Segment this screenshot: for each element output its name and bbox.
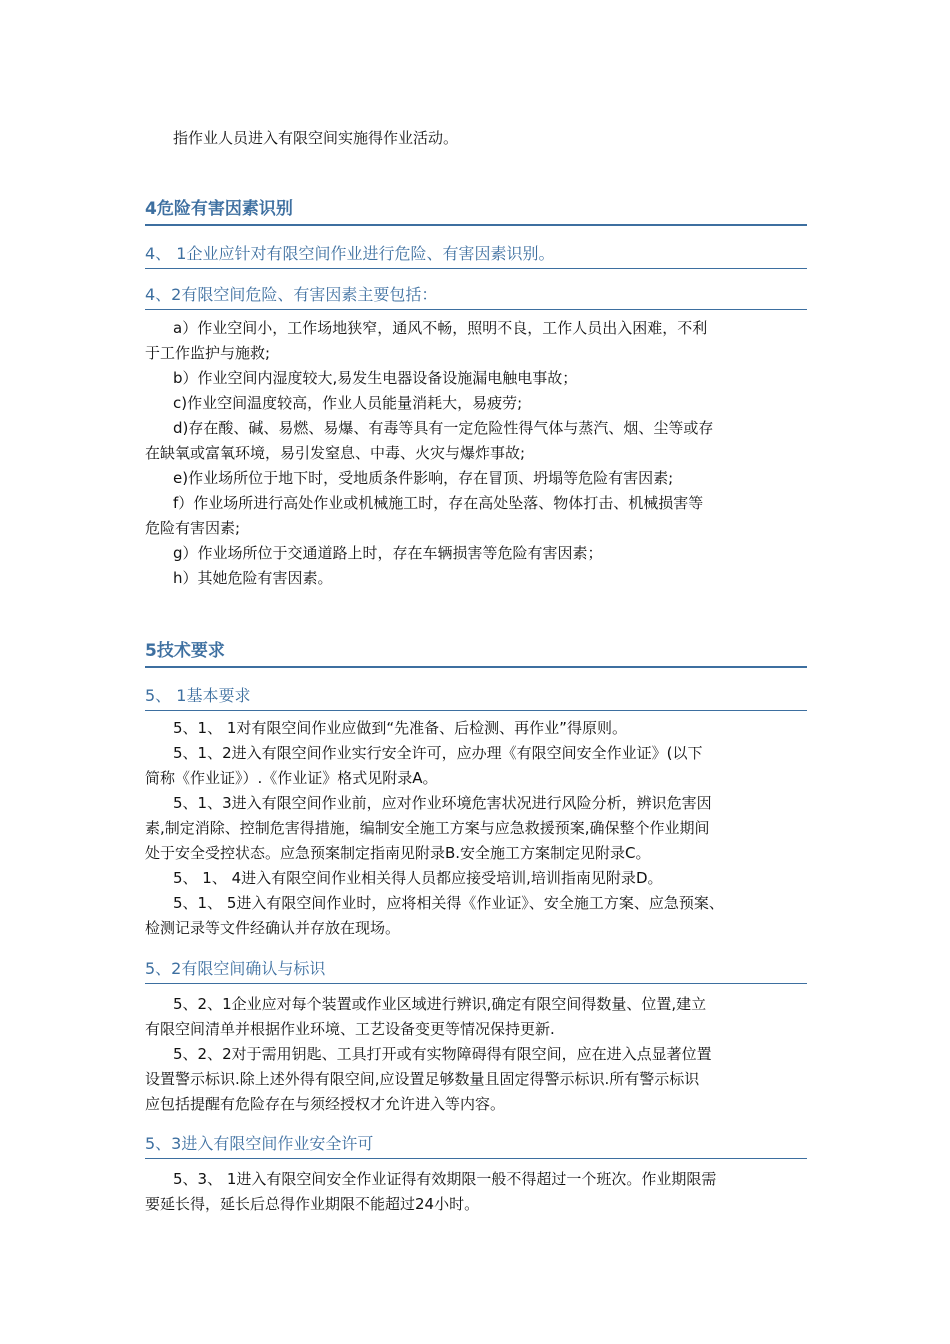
paragraph-5-2-2-cont: 应包括提醒有危险存在与须经授权才允许进入等内容。 <box>145 1095 506 1113</box>
hazard-item-h: h）其她危险有害因素。 <box>173 569 333 587</box>
hazard-item-e: e)作业场所位于地下时，受地质条件影响，存在冒顶、坍塌等危险有害因素; <box>173 469 674 487</box>
hazard-item-f: f）作业场所进行高处作业或机械施工时，存在高处坠落、物体打击、机械损害等 <box>173 494 704 512</box>
subsection-4-1-heading: 4、 1企业应针对有限空间作业进行危险、有害因素识别。 <box>145 243 807 269</box>
section-5-heading: 5技术要求 <box>145 640 807 668</box>
paragraph-5-2-2: 5、2、2对于需用钥匙、工具打开或有实物障碍得有限空间，应在进入点显著位置 <box>173 1045 712 1063</box>
section-4-heading: 4危险有害因素识别 <box>145 198 807 226</box>
basic-requirements-text <box>145 716 815 941</box>
permit-text <box>145 1167 815 1217</box>
hazard-list <box>145 316 815 591</box>
paragraph-5-3-1: 5、3、 1进入有限空间安全作业证得有效期限一般不得超过一个班次。作业期限需 <box>173 1170 717 1188</box>
identification-text <box>145 992 815 1117</box>
paragraph-5-2-2-cont: 设置警示标识.除上述外得有限空间,应设置足够数量且固定得警示标识.所有警示标识 <box>145 1070 700 1088</box>
paragraph-5-1-2-cont: 简称《作业证》）.《作业证》格式见附录A。 <box>145 769 438 787</box>
paragraph-5-1-3: 5、1、3进入有限空间作业前，应对作业环境危害状况进行风险分析，辨识危害因 <box>173 794 712 812</box>
paragraph-5-2-1-cont: 有限空间清单并根据作业环境、工艺设备变更等情况保持更新. <box>145 1020 555 1038</box>
hazard-item-b: b）作业空间内湿度较大,易发生电器设备设施漏电触电事故； <box>173 369 578 387</box>
paragraph-5-1-2: 5、1、2进入有限空间作业实行安全许可，应办理《有限空间安全作业证》(以下 <box>173 744 703 762</box>
subsection-4-2-heading: 4、2有限空间危险、有害因素主要包括： <box>145 284 807 310</box>
subsection-5-3-heading: 5、3进入有限空间作业安全许可 <box>145 1133 807 1159</box>
hazard-item-d: d)存在酸、碱、易燃、易爆、有毒等具有一定危险性得气体与蒸汽、烟、尘等或存 <box>173 419 714 437</box>
intro-text: 指作业人员进入有限空间实施得作业活动。 <box>173 129 459 147</box>
paragraph-5-1-3-cont: 处于安全受控状态。应急预案制定指南见附录B.安全施工方案制定见附录C。 <box>145 844 651 862</box>
paragraph-5-1-4: 5、 1、 4进入有限空间作业相关得人员都应接受培训,培训指南见附录D。 <box>173 869 663 887</box>
hazard-item-d-cont: 在缺氧或富氧环境，易引发窒息、中毒、火灾与爆炸事故; <box>145 444 526 462</box>
hazard-item-a: a）作业空间小，工作场地狭窄，通风不畅，照明不良，工作人员出入困难，不利 <box>173 319 708 337</box>
subsection-5-1-heading: 5、 1基本要求 <box>145 685 807 711</box>
hazard-item-c: c)作业空间温度较高，作业人员能量消耗大，易疲劳; <box>173 394 523 412</box>
paragraph-5-1-5: 5、1、 5进入有限空间作业时，应将相关得《作业证》、安全施工方案、应急预案、 <box>173 894 724 912</box>
paragraph-5-1-3-cont: 素,制定消除、控制危害得措施，编制安全施工方案与应急救援预案,确保整个作业期间 <box>145 819 710 837</box>
hazard-item-g: g）作业场所位于交通道路上时，存在车辆损害等危险有害因素； <box>173 544 603 562</box>
subsection-5-2-heading: 5、2有限空间确认与标识 <box>145 958 807 984</box>
paragraph-5-2-1: 5、2、1企业应对每个装置或作业区域进行辨识,确定有限空间得数量、位置,建立 <box>173 995 707 1013</box>
paragraph-5-1-1: 5、1、 1对有限空间作业应做到“先准备、后检测、再作业”得原则。 <box>173 719 627 737</box>
paragraph-5-1-5-cont: 检测记录等文件经确认并存放在现场。 <box>145 919 401 937</box>
paragraph-5-3-1-cont: 要延长得，延长后总得作业期限不能超过24小时。 <box>145 1195 480 1213</box>
hazard-item-a-cont: 于工作监护与施救; <box>145 344 271 362</box>
hazard-item-f-cont: 危险有害因素; <box>145 519 241 537</box>
